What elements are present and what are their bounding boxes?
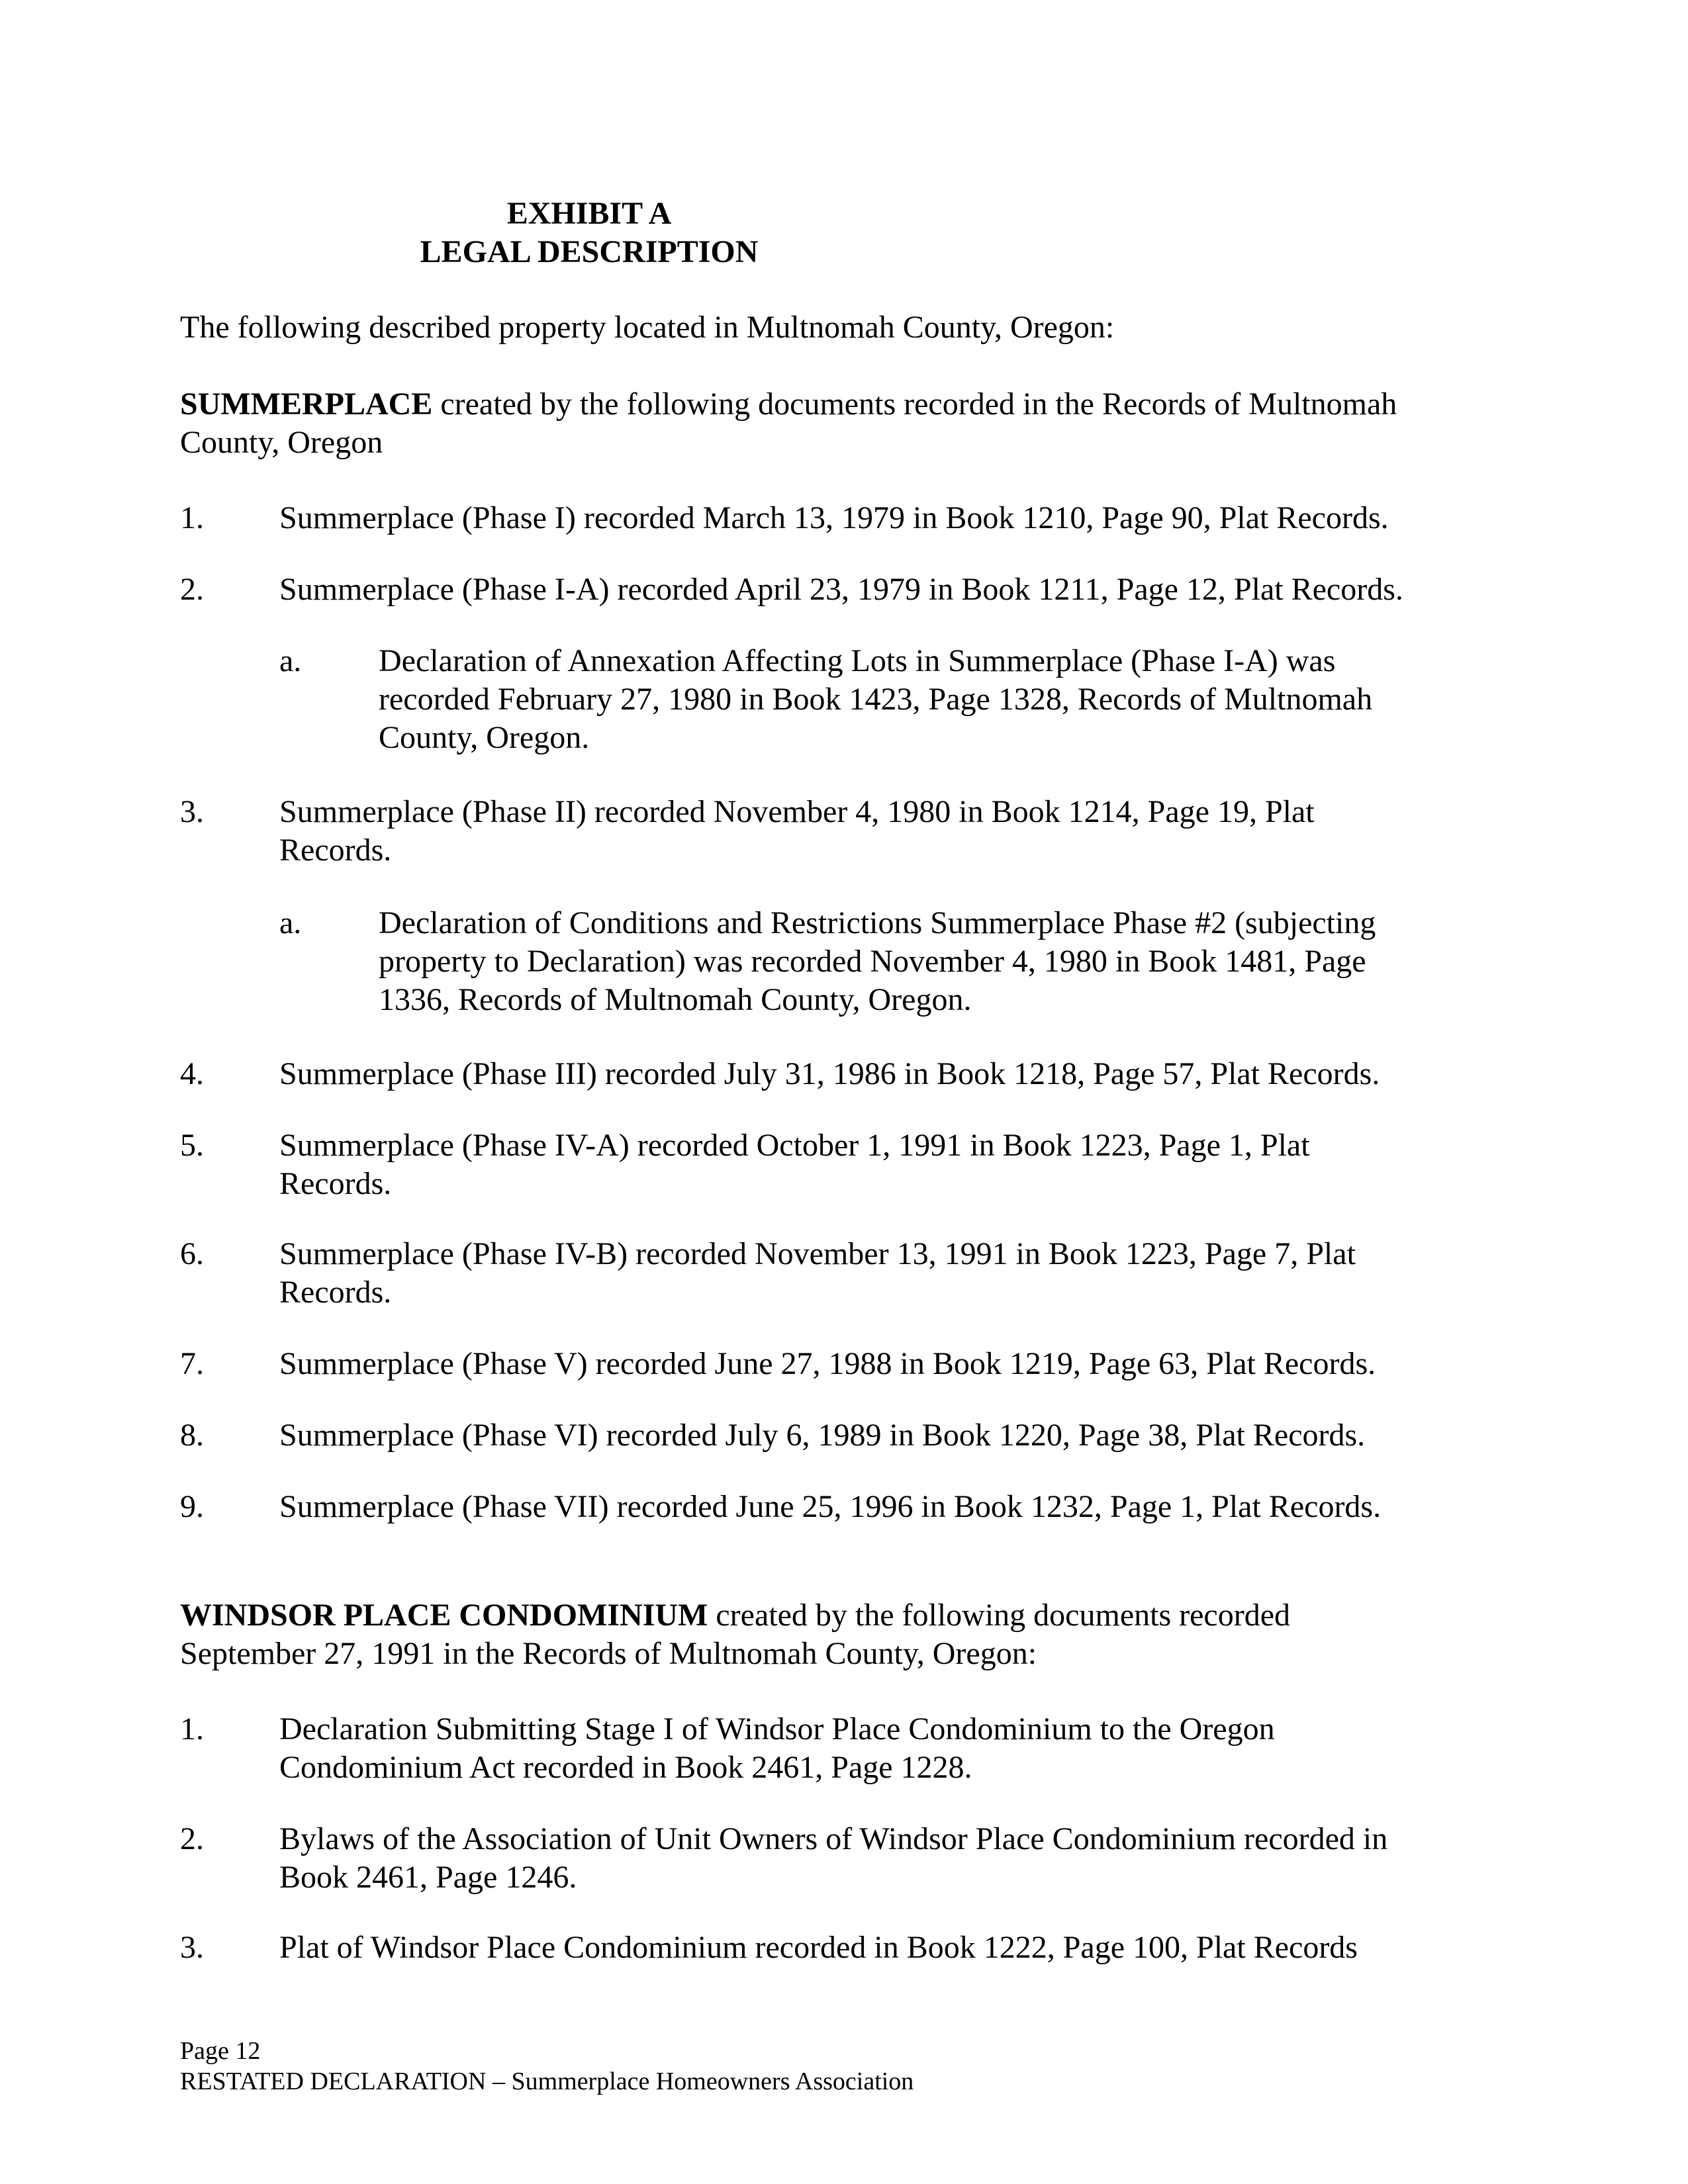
list-item-number: 1. bbox=[180, 500, 204, 535]
list-item-text: Summerplace (Phase V) recorded June 27, 1988 in Book 1219, Page 63, Plat Records. bbox=[279, 1346, 1376, 1381]
list-item-line: Bylaws of the Association of Unit Owners of Windsor Place Condominium recorded in bbox=[279, 1821, 1388, 1856]
sub-item-line: Declaration of Annexation Affecting Lots in Summerplace (Phase I-A) was bbox=[379, 643, 1336, 678]
windsor-intro-line1: created by the following documents recorded bbox=[708, 1598, 1291, 1633]
list-item-text: Summerplace (Phase I-A) recorded April 23, 1979 in Book 1211, Page 12, Plat Records. bbox=[279, 572, 1403, 607]
list-item-text: Summerplace (Phase VII) recorded June 25, 1996 in Book 1232, Page 1, Plat Records. bbox=[279, 1489, 1382, 1524]
list-item-line: Records. bbox=[279, 1166, 392, 1201]
exhibit-subtitle: LEGAL DESCRIPTION bbox=[420, 234, 759, 269]
windsor-intro bbox=[180, 1596, 1504, 1673]
list-item-number: 9. bbox=[180, 1489, 204, 1524]
list-item-text bbox=[279, 1235, 1524, 1312]
list-item-text bbox=[279, 1820, 1524, 1897]
sub-item-letter: a. bbox=[279, 905, 302, 940]
sub-item-line: recorded February 27, 1980 in Book 1423, Page 1328, Records of Multnomah bbox=[379, 682, 1373, 717]
list-item-text: Plat of Windsor Place Condominium recorded in Book 1222, Page 100, Plat Records bbox=[279, 1930, 1358, 1965]
list-item-number: 3. bbox=[180, 794, 204, 829]
sub-item-text bbox=[379, 904, 1491, 1019]
sub-item-line: property to Declaration) was recorded November 4, 1980 in Book 1481, Page bbox=[379, 944, 1366, 979]
footer-doc-title: RESTATED DECLARATION – Summerplace Homeowners Association bbox=[180, 2068, 914, 2095]
sub-item-line: 1336, Records of Multnomah County, Oregon. bbox=[379, 982, 972, 1017]
page-number: Page 12 bbox=[180, 2037, 261, 2065]
list-item-line: Condominium Act recorded in Book 2461, Page 1228. bbox=[279, 1750, 972, 1785]
list-item-text bbox=[279, 1126, 1524, 1203]
list-item-line: Records. bbox=[279, 1275, 392, 1310]
list-item-text: Summerplace (Phase I) recorded March 13, 1979 in Book 1210, Page 90, Plat Records. bbox=[279, 500, 1389, 535]
intro-paragraph: The following described property located in Multnomah County, Oregon: bbox=[180, 310, 1115, 345]
summerplace-intro-line1: created by the following documents recorded in the Records of Multnomah bbox=[432, 387, 1397, 422]
windsor-intro-line2: September 27, 1991 in the Records of Multnomah County, Oregon: bbox=[180, 1636, 1037, 1671]
list-item-number: 4. bbox=[180, 1056, 204, 1091]
list-item-number: 1. bbox=[180, 1711, 204, 1747]
list-item-line: Records. bbox=[279, 833, 392, 868]
list-item-number: 6. bbox=[180, 1236, 204, 1271]
summerplace-intro-line2: County, Oregon bbox=[180, 425, 383, 460]
list-item-line: Summerplace (Phase II) recorded November 4, 1980 in Book 1214, Page 19, Plat bbox=[279, 794, 1315, 829]
sub-item-text bbox=[379, 642, 1491, 757]
list-item-line: Summerplace (Phase IV-B) recorded November 13, 1991 in Book 1223, Page 7, Plat bbox=[279, 1236, 1356, 1271]
list-item-text: Summerplace (Phase VI) recorded July 6, 1989 in Book 1220, Page 38, Plat Records. bbox=[279, 1418, 1366, 1453]
list-item-number: 3. bbox=[180, 1930, 204, 1965]
list-item-text: Summerplace (Phase III) recorded July 31, 1986 in Book 1218, Page 57, Plat Records. bbox=[279, 1056, 1380, 1091]
summerplace-intro bbox=[180, 385, 1504, 462]
list-item-line: Summerplace (Phase IV-A) recorded October 1, 1991 in Book 1223, Page 1, Plat bbox=[279, 1128, 1310, 1163]
summerplace-name: SUMMERPLACE bbox=[180, 387, 433, 422]
sub-item-line: County, Oregon. bbox=[379, 720, 590, 755]
list-item-text bbox=[279, 793, 1524, 870]
list-item-number: 8. bbox=[180, 1418, 204, 1453]
list-item-text bbox=[279, 1710, 1524, 1787]
exhibit-title: EXHIBIT A bbox=[506, 196, 672, 231]
list-item-number: 7. bbox=[180, 1346, 204, 1381]
list-item-number: 2. bbox=[180, 572, 204, 607]
list-item-number: 2. bbox=[180, 1821, 204, 1856]
windsor-name: WINDSOR PLACE CONDOMINIUM bbox=[180, 1598, 708, 1633]
list-item-line: Declaration Submitting Stage I of Windsor Place Condominium to the Oregon bbox=[279, 1711, 1275, 1747]
list-item-number: 5. bbox=[180, 1128, 204, 1163]
sub-item-letter: a. bbox=[279, 643, 302, 678]
sub-item-line: Declaration of Conditions and Restrictions Summerplace Phase #2 (subjecting bbox=[379, 905, 1376, 940]
list-item-line: Book 2461, Page 1246. bbox=[279, 1860, 577, 1895]
